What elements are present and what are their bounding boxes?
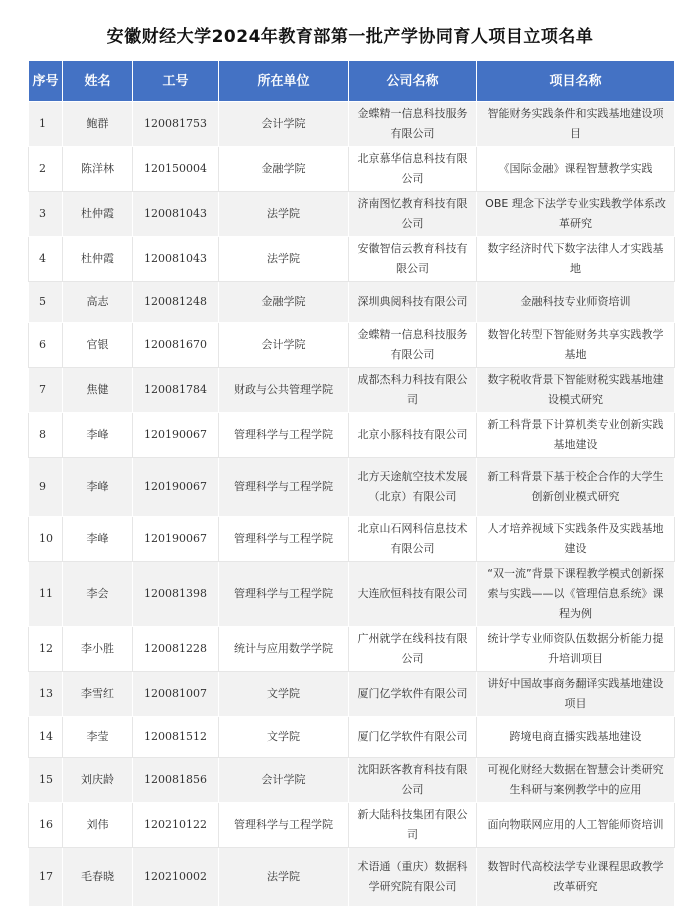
cell-no: 4: [29, 237, 63, 282]
cell-name: 李峰: [63, 458, 133, 517]
cell-no: 3: [29, 192, 63, 237]
header-id: 工号: [133, 61, 219, 102]
cell-staff-id: 120081043: [133, 237, 219, 282]
cell-no: 15: [29, 758, 63, 803]
cell-unit: 法学院: [219, 192, 349, 237]
project-list-table: [28, 60, 675, 907]
cell-name: 高志: [63, 282, 133, 323]
cell-project: 跨境电商直播实践基地建设: [477, 717, 675, 758]
cell-name: 刘伟: [63, 803, 133, 848]
cell-staff-id: 120081007: [133, 672, 219, 717]
cell-company: 北京小豚科技有限公司: [349, 413, 477, 458]
cell-staff-id: 120081670: [133, 323, 219, 368]
table-row: [29, 717, 675, 758]
cell-unit: 管理科学与工程学院: [219, 458, 349, 517]
cell-project: 数智化转型下智能财务共享实践教学基地: [477, 323, 675, 368]
cell-name: 杜仲霞: [63, 237, 133, 282]
cell-staff-id: 120081398: [133, 562, 219, 627]
cell-staff-id: 120081784: [133, 368, 219, 413]
cell-no: 16: [29, 803, 63, 848]
cell-project: 统计学专业师资队伍数据分析能力提升培训项目: [477, 627, 675, 672]
cell-company: 北京慕华信息科技有限公司: [349, 147, 477, 192]
cell-no: 14: [29, 717, 63, 758]
cell-staff-id: 120190067: [133, 517, 219, 562]
table-row: [29, 368, 675, 413]
cell-name: 李峰: [63, 413, 133, 458]
cell-project: 数字税收背景下智能财税实践基地建设模式研究: [477, 368, 675, 413]
cell-staff-id: 120081228: [133, 627, 219, 672]
cell-project: 《国际金融》课程智慧教学实践: [477, 147, 675, 192]
cell-name: 官银: [63, 323, 133, 368]
cell-name: 焦健: [63, 368, 133, 413]
cell-staff-id: 120081856: [133, 758, 219, 803]
table-row: [29, 803, 675, 848]
header-no: [29, 61, 63, 102]
cell-unit: 会计学院: [219, 758, 349, 803]
table-row: [29, 517, 675, 562]
cell-staff-id: 120210122: [133, 803, 219, 848]
table-row: [29, 102, 675, 147]
cell-unit: 管理科学与工程学院: [219, 803, 349, 848]
cell-company: 大连欣恒科技有限公司: [349, 562, 477, 627]
cell-name: 李莹: [63, 717, 133, 758]
header-unit: 所在单位: [219, 61, 349, 102]
cell-company: 新大陆科技集团有限公司: [349, 803, 477, 848]
cell-company: 成都杰科力科技有限公司: [349, 368, 477, 413]
cell-no: 13: [29, 672, 63, 717]
table-row: [29, 413, 675, 458]
cell-project: 讲好中国故事商务翻译实践基地建设项目: [477, 672, 675, 717]
cell-name: 毛春晓: [63, 848, 133, 907]
cell-unit: 统计与应用数学学院: [219, 627, 349, 672]
cell-project: OBE 理念下法学专业实践教学体系改革研究: [477, 192, 675, 237]
cell-no: 2: [29, 147, 63, 192]
cell-unit: 法学院: [219, 848, 349, 907]
cell-unit: 管理科学与工程学院: [219, 413, 349, 458]
cell-project: “双一流”背景下课程教学模式创新探索与实践——以《管理信息系统》课程为例: [477, 562, 675, 627]
cell-company: 金蝶精一信息科技服务有限公司: [349, 102, 477, 147]
cell-name: 陈洋林: [63, 147, 133, 192]
table-header-row: [29, 61, 675, 102]
table-row: [29, 237, 675, 282]
cell-unit: 金融学院: [219, 147, 349, 192]
header-company: 公司名称: [349, 61, 477, 102]
table-row: [29, 562, 675, 627]
cell-project: 数智时代高校法学专业课程思政教学改革研究: [477, 848, 675, 907]
table-row: [29, 147, 675, 192]
cell-unit: 管理科学与工程学院: [219, 562, 349, 627]
cell-no: 17: [29, 848, 63, 907]
cell-name: 刘庆龄: [63, 758, 133, 803]
cell-company: 广州就学在线科技有限公司: [349, 627, 477, 672]
cell-name: 李会: [63, 562, 133, 627]
table-row: [29, 627, 675, 672]
table-row: [29, 282, 675, 323]
cell-name: 李雪红: [63, 672, 133, 717]
cell-project: 面向物联网应用的人工智能师资培训: [477, 803, 675, 848]
cell-company: 安徽智信云教育科技有限公司: [349, 237, 477, 282]
cell-unit: 金融学院: [219, 282, 349, 323]
header-no-label: 序号: [32, 73, 59, 89]
cell-no: 9: [29, 458, 63, 517]
cell-unit: 文学院: [219, 672, 349, 717]
cell-no: 8: [29, 413, 63, 458]
table-row: [29, 848, 675, 907]
cell-unit: 文学院: [219, 717, 349, 758]
cell-company: 济南图忆教育科技有限公司: [349, 192, 477, 237]
table-row: [29, 323, 675, 368]
cell-staff-id: 120081248: [133, 282, 219, 323]
cell-project: 新工科背景下基于校企合作的大学生创新创业模式研究: [477, 458, 675, 517]
header-name: 姓名: [63, 61, 133, 102]
cell-name: 李小胜: [63, 627, 133, 672]
cell-project: 新工科背景下计算机类专业创新实践基地建设: [477, 413, 675, 458]
cell-project: 金融科技专业师资培训: [477, 282, 675, 323]
cell-no: 7: [29, 368, 63, 413]
cell-no: 11: [29, 562, 63, 627]
cell-unit: 法学院: [219, 237, 349, 282]
cell-no: 10: [29, 517, 63, 562]
table-row: [29, 458, 675, 517]
cell-staff-id: 120150004: [133, 147, 219, 192]
cell-project: 数字经济时代下数字法律人才实践基地: [477, 237, 675, 282]
cell-company: 术语通（重庆）数据科学研究院有限公司: [349, 848, 477, 907]
cell-no: 6: [29, 323, 63, 368]
table-row: [29, 672, 675, 717]
cell-project: 可视化财经大数据在智慧会计类研究生科研与案例教学中的应用: [477, 758, 675, 803]
cell-name: 鲍群: [63, 102, 133, 147]
cell-staff-id: 120081753: [133, 102, 219, 147]
table-row: [29, 758, 675, 803]
header-project: 项目名称: [477, 61, 675, 102]
cell-company: 厦门亿学软件有限公司: [349, 672, 477, 717]
cell-no: 12: [29, 627, 63, 672]
cell-name: 杜仲霞: [63, 192, 133, 237]
cell-staff-id: 120210002: [133, 848, 219, 907]
table-row: [29, 192, 675, 237]
cell-company: 沈阳跃客教育科技有限公司: [349, 758, 477, 803]
cell-name: 李峰: [63, 517, 133, 562]
cell-no: 1: [29, 102, 63, 147]
cell-staff-id: 120081512: [133, 717, 219, 758]
cell-project: 人才培养视域下实践条件及实践基地建设: [477, 517, 675, 562]
cell-company: 北京山石网科信息技术有限公司: [349, 517, 477, 562]
cell-staff-id: 120190067: [133, 413, 219, 458]
document-title: 安徽财经大学2024年教育部第一批产学协同育人项目立项名单: [106, 27, 594, 47]
cell-unit: 财政与公共管理学院: [219, 368, 349, 413]
cell-unit: 会计学院: [219, 323, 349, 368]
cell-company: 深圳典阅科技有限公司: [349, 282, 477, 323]
cell-company: 北方天途航空技术发展（北京）有限公司: [349, 458, 477, 517]
cell-company: 厦门亿学软件有限公司: [349, 717, 477, 758]
cell-project: 智能财务实践条件和实践基地建设项目: [477, 102, 675, 147]
cell-unit: 管理科学与工程学院: [219, 517, 349, 562]
cell-company: 金蝶精一信息科技服务有限公司: [349, 323, 477, 368]
cell-no: 5: [29, 282, 63, 323]
cell-staff-id: 120190067: [133, 458, 219, 517]
cell-staff-id: 120081043: [133, 192, 219, 237]
cell-unit: 会计学院: [219, 102, 349, 147]
